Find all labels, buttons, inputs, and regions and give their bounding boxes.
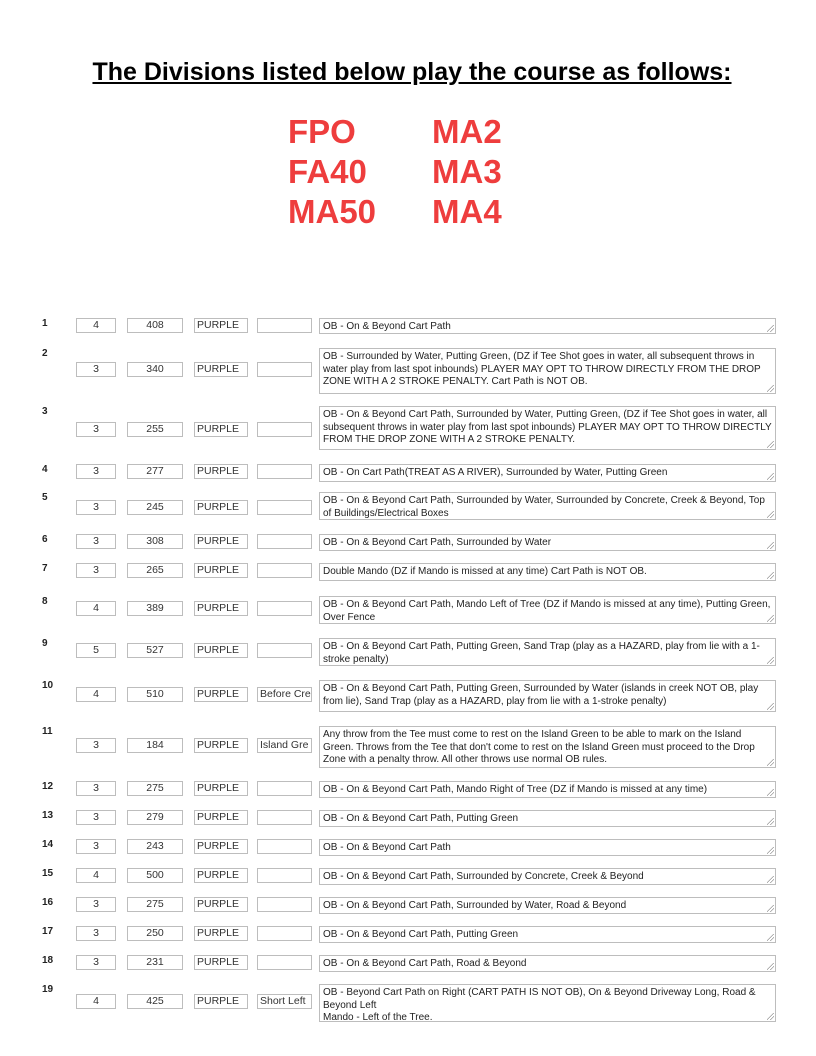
par-field[interactable]: 4 [76,601,116,616]
hole-number: 8 [42,596,48,607]
rules-textarea[interactable]: OB - On & Beyond Cart Path [319,839,776,856]
par-field[interactable]: 3 [76,362,116,377]
tee-field[interactable]: PURPLE [194,897,248,912]
hole-number: 6 [42,534,48,545]
par-field[interactable]: 3 [76,738,116,753]
rules-textarea[interactable]: OB - On & Beyond Cart Path, Surrounded by Water, Road & Beyond [319,897,776,914]
par-field[interactable]: 4 [76,318,116,333]
division-label: FA40 [288,153,367,190]
note-field[interactable] [257,868,312,883]
tee-field[interactable]: PURPLE [194,810,248,825]
tee-field[interactable]: PURPLE [194,926,248,941]
note-field[interactable] [257,318,312,333]
note-field[interactable] [257,781,312,796]
hole-number: 16 [42,897,54,908]
tee-field[interactable]: PURPLE [194,601,248,616]
note-field[interactable] [257,643,312,658]
note-field[interactable] [257,422,312,437]
hole-number: 9 [42,638,48,649]
distance-field[interactable]: 279 [127,810,183,825]
note-field[interactable] [257,464,312,479]
tee-field[interactable]: PURPLE [194,687,248,702]
par-field[interactable]: 4 [76,994,116,1009]
rules-textarea[interactable]: OB - On & Beyond Cart Path, Surrounded by Water [319,534,776,551]
distance-field[interactable]: 255 [127,422,183,437]
distance-field[interactable]: 250 [127,926,183,941]
tee-field[interactable]: PURPLE [194,563,248,578]
par-field[interactable]: 3 [76,534,116,549]
hole-number: 12 [42,781,54,792]
par-field[interactable]: 3 [76,839,116,854]
rules-textarea[interactable]: OB - On & Beyond Cart Path, Mando Right of Tree (DZ if Mando is missed at any time) [319,781,776,798]
hole-number: 3 [42,406,48,417]
hole-number: 19 [42,984,54,995]
tee-field[interactable]: PURPLE [194,839,248,854]
note-field[interactable]: Short Left [257,994,312,1009]
distance-field[interactable]: 231 [127,955,183,970]
hole-number: 14 [42,839,54,850]
distance-field[interactable]: 408 [127,318,183,333]
par-field[interactable]: 3 [76,464,116,479]
distance-field[interactable]: 275 [127,897,183,912]
hole-number: 2 [42,348,48,359]
par-field[interactable]: 3 [76,810,116,825]
hole-number: 5 [42,492,48,503]
note-field[interactable] [257,534,312,549]
note-field[interactable] [257,810,312,825]
note-field[interactable] [257,500,312,515]
tee-field[interactable]: PURPLE [194,362,248,377]
hole-number: 13 [42,810,54,821]
tee-field[interactable]: PURPLE [194,955,248,970]
division-label: MA4 [432,193,502,230]
division-label: FPO [288,113,356,150]
note-field[interactable] [257,601,312,616]
note-field[interactable]: Before Cre [257,687,312,702]
tee-field[interactable]: PURPLE [194,534,248,549]
tee-field[interactable]: PURPLE [194,500,248,515]
hole-number: 4 [42,464,48,475]
par-field[interactable]: 5 [76,643,116,658]
hole-number: 11 [42,726,53,737]
distance-field[interactable]: 265 [127,563,183,578]
tee-field[interactable]: PURPLE [194,738,248,753]
distance-field[interactable]: 243 [127,839,183,854]
rules-textarea[interactable]: OB - On & Beyond Cart Path [319,318,776,334]
division-label: MA2 [432,113,502,150]
note-field[interactable] [257,955,312,970]
par-field[interactable]: 3 [76,563,116,578]
distance-field[interactable]: 510 [127,687,183,702]
tee-field[interactable]: PURPLE [194,994,248,1009]
distance-field[interactable]: 308 [127,534,183,549]
par-field[interactable]: 3 [76,897,116,912]
hole-number: 7 [42,563,48,574]
note-field[interactable]: Island Gre [257,738,312,753]
tee-field[interactable]: PURPLE [194,464,248,479]
division-label: MA3 [432,153,502,190]
par-field[interactable]: 4 [76,687,116,702]
rules-textarea[interactable]: OB - On Cart Path(TREAT AS A RIVER), Surrounded by Water, Putting Green [319,464,776,482]
rules-textarea[interactable]: OB - On & Beyond Cart Path, Putting Green, Sand Trap (play as a HAZARD, play from lie with a 1-stroke penalty) [319,638,776,666]
rules-textarea[interactable]: Double Mando (DZ if Mando is missed at any time) Cart Path is NOT OB. [319,563,776,581]
hole-number: 17 [42,926,54,937]
tee-field[interactable]: PURPLE [194,781,248,796]
distance-field[interactable]: 184 [127,738,183,753]
tee-field[interactable]: PURPLE [194,868,248,883]
par-field[interactable]: 3 [76,500,116,515]
distance-field[interactable]: 275 [127,781,183,796]
rules-textarea[interactable]: OB - On & Beyond Cart Path, Putting Green, Surrounded by Water (islands in creek NOT OB, play from lie), Sand Trap (play as a HAZARD, play from lie with a 1-stroke penalty) [319,680,776,712]
note-field[interactable] [257,897,312,912]
distance-field[interactable]: 500 [127,868,183,883]
rules-textarea[interactable]: OB - Beyond Cart Path on Right (CART PATH IS NOT OB), On & Beyond Driveway Long, Road & Beyond Left Mando - Left of the Tree. [319,984,776,1022]
rules-textarea[interactable]: OB - On & Beyond Cart Path, Putting Green [319,810,776,827]
rules-textarea[interactable]: OB - On & Beyond Cart Path, Surrounded by Concrete, Creek & Beyond [319,868,776,885]
hole-number: 10 [42,680,54,691]
hole-number: 18 [42,955,54,966]
rules-textarea[interactable]: OB - On & Beyond Cart Path, Surrounded by Water, Surrounded by Concrete, Creek & Beyond, Top of Buildings/Electrical Boxes [319,492,776,520]
page-title: The Divisions listed below play the course as follows: [92,58,732,86]
rules-textarea[interactable]: OB - On & Beyond Cart Path, Surrounded by Water, Putting Green, (DZ if Tee Shot goes in water, all subsequent throws in water play from last spot inbounds) PLAYER MAY OPT TO THROW DIRECTLY FROM THE DROP ZONE WITH A 2 STROKE PENALTY. [319,406,776,450]
note-field[interactable] [257,839,312,854]
par-field[interactable]: 3 [76,422,116,437]
tee-field[interactable]: PURPLE [194,643,248,658]
rules-textarea[interactable]: Any throw from the Tee must come to rest on the Island Green to be able to mark on the Island Green. Throws from the Tee that don't come to rest on the Island Green must proceed to the Drop Zone with a penalty throw. All other throws use normal OB rules. [319,726,776,768]
par-field[interactable]: 4 [76,868,116,883]
tee-field[interactable]: PURPLE [194,318,248,333]
rules-textarea[interactable]: OB - On & Beyond Cart Path, Mando Left of Tree (DZ if Mando is missed at any time), Putting Green, Over Fence [319,596,776,624]
rules-textarea[interactable]: OB - On & Beyond Cart Path, Putting Green [319,926,776,943]
par-field[interactable]: 3 [76,926,116,941]
distance-field[interactable]: 389 [127,601,183,616]
tee-field[interactable]: PURPLE [194,422,248,437]
distance-field[interactable]: 527 [127,643,183,658]
note-field[interactable] [257,362,312,377]
note-field[interactable] [257,926,312,941]
distance-field[interactable]: 425 [127,994,183,1009]
note-field[interactable] [257,563,312,578]
par-field[interactable]: 3 [76,781,116,796]
rules-textarea[interactable]: OB - On & Beyond Cart Path, Road & Beyond [319,955,776,972]
hole-number: 15 [42,868,54,879]
distance-field[interactable]: 340 [127,362,183,377]
hole-number: 1 [42,318,48,329]
distance-field[interactable]: 277 [127,464,183,479]
division-label: MA50 [288,193,377,230]
distance-field[interactable]: 245 [127,500,183,515]
divisions-list [288,112,532,232]
rules-textarea[interactable]: OB - Surrounded by Water, Putting Green, (DZ if Tee Shot goes in water, all subsequent throws in water play from last spot inbounds) PLAYER MAY OPT TO THROW DIRECTLY FROM THE DROP ZONE WITH A 2 STROKE PENALTY. Cart Path is NOT OB. [319,348,776,394]
par-field[interactable]: 3 [76,955,116,970]
